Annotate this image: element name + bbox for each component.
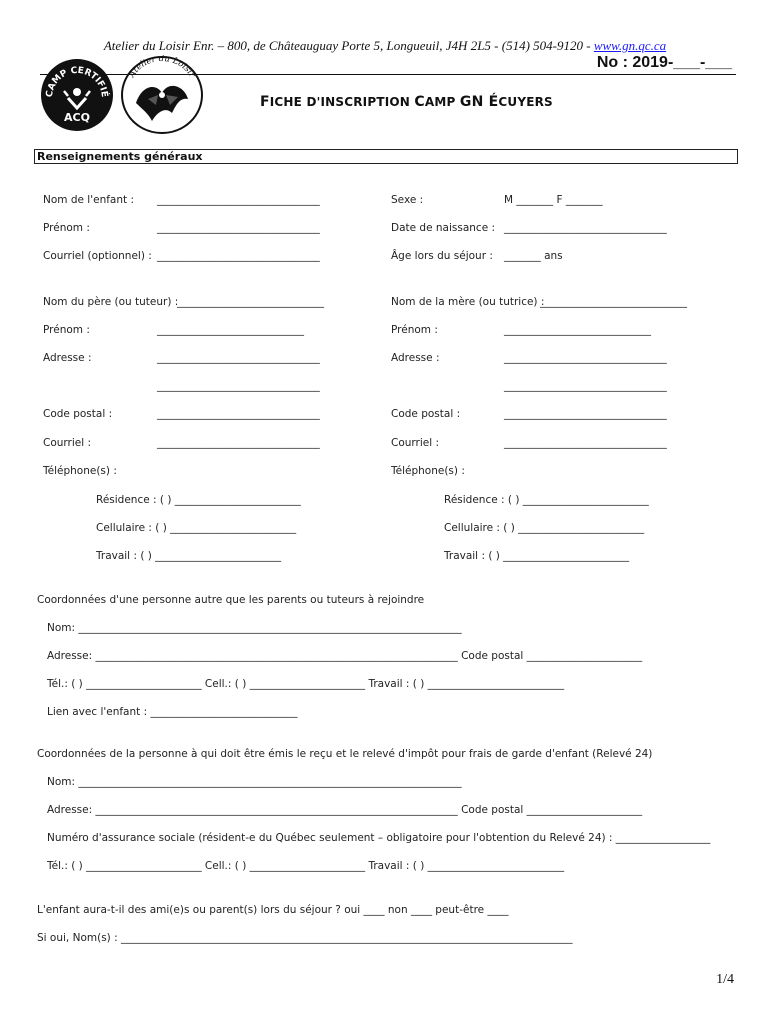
mother-phone-cell[interactable]: Cellulaire : ( ) ________________________ <box>444 522 645 534</box>
age-label: Âge lors du séjour : <box>391 250 493 262</box>
dob-label: Date de naissance : <box>391 222 496 234</box>
father-firstname-field[interactable]: ____________________________ <box>157 324 304 336</box>
father-phone-work[interactable]: Travail : ( ) ________________________ <box>96 550 282 562</box>
child-email-label: Courriel (optionnel) : <box>43 250 152 262</box>
sex-field[interactable]: M _______ F _______ <box>504 194 603 206</box>
father-phone-residence[interactable]: Résidence : ( ) ________________________ <box>96 494 301 506</box>
child-email-field[interactable]: _______________________________ <box>157 250 320 262</box>
website-link[interactable]: www.gn.qc.ca <box>593 38 667 53</box>
page-number: 1/4 <box>716 972 734 987</box>
logo1-arc-text: CAMP CERTIFIÉ <box>44 65 110 98</box>
other-contact-relation-field[interactable]: Lien avec l'enfant : ____________________________ <box>47 706 298 718</box>
father-email-field[interactable]: _______________________________ <box>157 437 320 449</box>
age-field[interactable]: _______ ans <box>504 250 563 262</box>
other-contact-phone-field[interactable]: Tél.: ( ) ______________________ Cell.: ( ) ______________________ Travail : ( ) __________________________ <box>47 678 565 690</box>
document-number: No : 2019-___-___ <box>596 54 732 71</box>
friends-names-field[interactable]: Si oui, Nom(s) : ______________________________________________________________________________________ <box>37 932 573 944</box>
receipt-address-field[interactable]: Adresse: _____________________________________________________________________ Code postal ______________________ <box>47 804 643 816</box>
atelier-du-loisir-logo <box>118 55 206 135</box>
receipt-heading: Coordonnées de la personne à qui doit être émis le reçu et le relevé d'impôt pour frais de garde d'enfant (Relevé 24) <box>37 748 653 760</box>
father-name-field[interactable]: ____________________________ <box>177 296 324 308</box>
mother-phone-residence[interactable]: Résidence : ( ) ________________________ <box>444 494 649 506</box>
father-firstname-label: Prénom : <box>43 324 90 336</box>
logo2-arc-text: Atelier du Loisir <box>127 55 197 80</box>
father-phone-label: Téléphone(s) : <box>43 465 117 477</box>
other-contact-address-field[interactable]: Adresse: _____________________________________________________________________ Code postal ______________________ <box>47 650 643 662</box>
child-firstname-field[interactable]: _______________________________ <box>157 222 320 234</box>
receipt-phone-field[interactable]: Tél.: ( ) ______________________ Cell.: ( ) ______________________ Travail : ( ) __________________________ <box>47 860 565 872</box>
other-contact-heading: Coordonnées d'une personne autre que les parents ou tuteurs à rejoindre <box>37 594 425 606</box>
father-email-label: Courriel : <box>43 437 92 449</box>
other-contact-name-field[interactable]: Nom: _________________________________________________________________________ <box>47 622 462 634</box>
camp-certifie-logo <box>40 58 114 132</box>
svg-text:Atelier du Loisir <box>127 55 198 80</box>
form-title: FICHE D'INSCRIPTION CAMP GN ÉCUYERS <box>260 94 553 110</box>
mother-email-label: Courriel : <box>391 437 440 449</box>
father-postal-label: Code postal : <box>43 408 113 420</box>
receipt-name-field[interactable]: Nom: _________________________________________________________________________ <box>47 776 462 788</box>
mother-firstname-label: Prénom : <box>391 324 438 336</box>
sex-label: Sexe : <box>391 194 424 206</box>
father-name-label: Nom du père (ou tuteur) : <box>43 296 179 308</box>
friends-question[interactable]: L'enfant aura-t-il des ami(e)s ou parent(s) lors du séjour ? oui ____ non ____ peut-être ____ <box>37 904 509 916</box>
father-postal-field[interactable]: _______________________________ <box>157 408 320 420</box>
mother-address-label: Adresse : <box>391 352 440 364</box>
mother-postal-field[interactable]: _______________________________ <box>504 408 667 420</box>
child-name-field[interactable]: _______________________________ <box>157 194 320 206</box>
child-firstname-label: Prénom : <box>43 222 90 234</box>
mother-email-field[interactable]: _______________________________ <box>504 437 667 449</box>
mother-address-field-1[interactable]: _______________________________ <box>504 352 667 364</box>
child-name-label: Nom de l'enfant : <box>43 194 135 206</box>
mother-address-field-2[interactable]: _______________________________ <box>504 380 667 392</box>
father-phone-cell[interactable]: Cellulaire : ( ) ________________________ <box>96 522 297 534</box>
mother-firstname-field[interactable]: ____________________________ <box>504 324 651 336</box>
section-renseignements-generaux: Renseignements généraux <box>34 149 738 164</box>
dob-field[interactable]: _______________________________ <box>504 222 667 234</box>
mother-postal-label: Code postal : <box>391 408 461 420</box>
mother-phone-work[interactable]: Travail : ( ) ________________________ <box>444 550 630 562</box>
father-address-field-2[interactable]: _______________________________ <box>157 380 320 392</box>
receipt-sin-field[interactable]: Numéro d'assurance sociale (résident-e du Québec seulement – obligatoire pour l'obtention du Relevé 24) : __________________ <box>47 832 711 844</box>
header-address-line <box>0 38 770 54</box>
mother-phone-label: Téléphone(s) : <box>391 465 465 477</box>
father-address-label: Adresse : <box>43 352 92 364</box>
mother-name-label: Nom de la mère (ou tutrice) : <box>391 296 545 308</box>
logo1-acq-text: ACQ <box>64 111 90 124</box>
father-address-field-1[interactable]: _______________________________ <box>157 352 320 364</box>
header-address: Atelier du Loisir Enr. – 800, de Châteauguay Porte 5, Longueuil, J4H 2L5 - (514) 504-9120 - <box>103 38 594 53</box>
mother-name-field[interactable]: ____________________________ <box>540 296 687 308</box>
